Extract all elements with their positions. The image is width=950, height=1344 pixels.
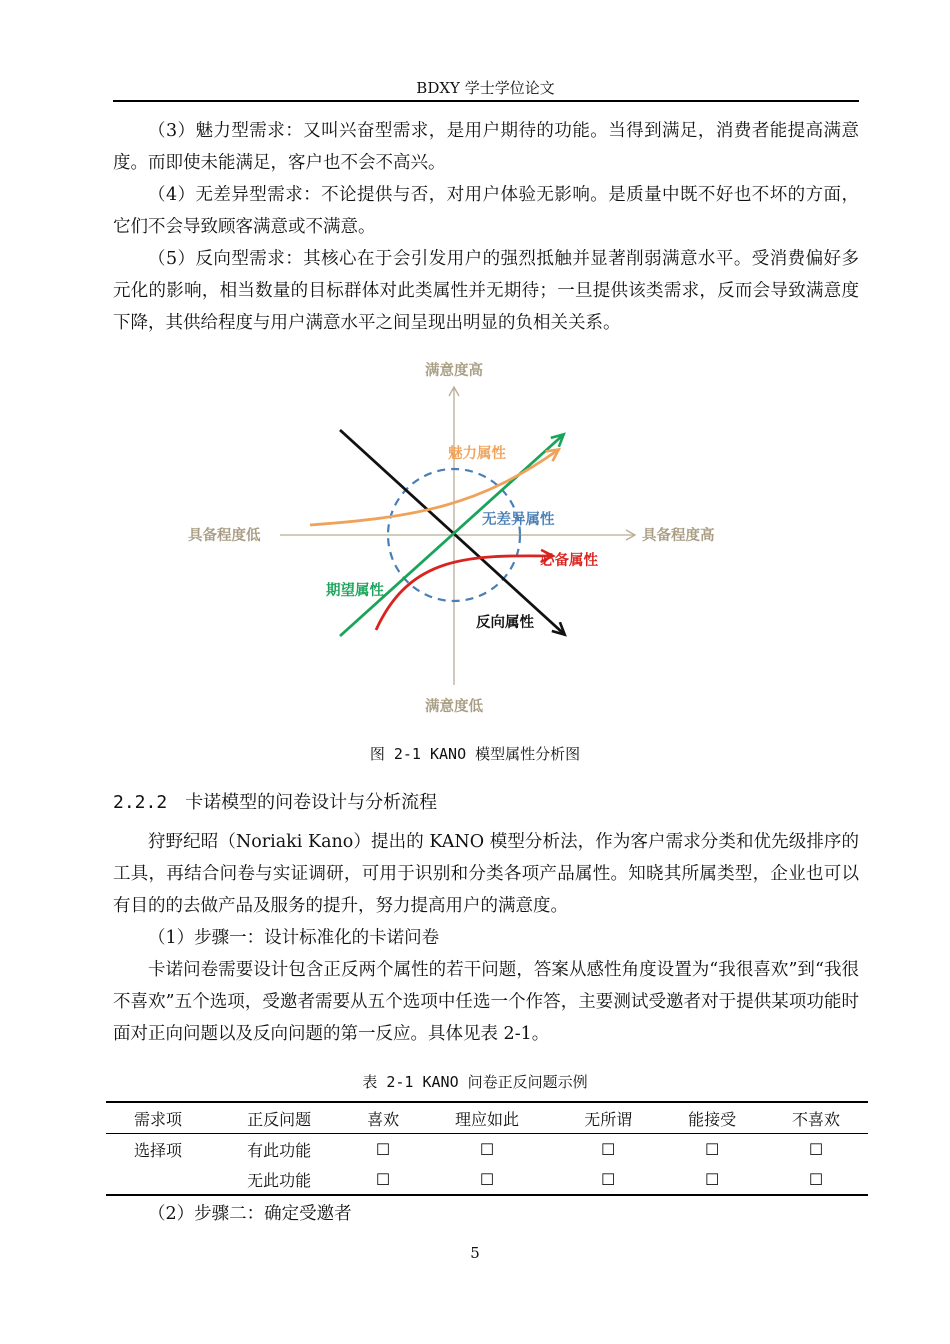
table-header-row [106,1102,868,1134]
page-number: 5 [470,1244,480,1262]
running-header: BDXY 学士学位论文 [416,79,555,97]
header-rule [113,100,859,102]
table-row [106,1134,868,1165]
label-must-be: 必备属性 [540,553,598,569]
checkbox-cell: ☐ [601,1169,616,1189]
table-cell: 有此功能 [247,1140,312,1160]
kano-model-figure [180,355,740,720]
label-reverse: 反向属性 [476,615,534,631]
table-row [106,1164,868,1195]
label-one-dimensional: 期望属性 [326,583,384,599]
table-header-cell: 喜欢 [367,1109,400,1129]
paragraph-step-two: （2）步骤二：确定受邀者 [148,1204,352,1224]
label-indifferent: 无差异属性 [482,512,555,528]
paragraph-reverse-need: （5）反向型需求：其核心在于会引发用户的强烈抵触并显著削弱满意水平。受消费偏好多元化的影响，相当数量的目标群体对此类属性并无期待；一旦提供该类需求，反而会导致满意度下降，其供给程度与用户满意水平之间呈现出明显的负相关关系。 [113,249,859,333]
checkbox-cell: ☐ [375,1169,391,1189]
table-header-cell: 正反问题 [247,1109,312,1129]
paragraph-questionnaire: 卡诺问卷需要设计包含正反两个属性的若干问题，答案从感性角度设置为“我很喜欢”到“我很不喜欢”五个选项，受邀者需要从五个选项中任选一个作答，主要测试受邀者对于提供某项功能时面对正向问题以及反向问题的第一反应。具体见表 2-1。 [113,960,859,1044]
table-caption: 表 2-1 KANO 问卷正反问题示例 [362,1073,588,1091]
kano-diagram [180,355,740,720]
axis-label-left: 具备程度低 [188,528,261,544]
paragraph-indifferent-need: （4）无差异型需求：不论提供与否，对用户体验无影响。是质量中既不好也不坏的方面，它们不会导致顾客满意或不满意。 [113,185,859,237]
checkbox-cell: ☐ [808,1169,824,1189]
table-cell [106,1164,210,1195]
section-title: 卡诺模型的问卷设计与分析流程 [185,792,438,813]
table-header-cell: 能接受 [688,1109,737,1129]
section-number: 2.2.2 [113,792,168,813]
figure-caption: 图 2-1 KANO 模型属性分析图 [369,745,581,763]
axis-label-bottom: 满意度低 [425,699,483,715]
checkbox-cell: ☐ [601,1139,616,1159]
checkbox-cell: ☐ [808,1139,824,1159]
checkbox-cell: ☐ [704,1169,720,1189]
kano-question-table [106,1101,868,1196]
paragraph-kano-intro: 狩野纪昭（Noriaki Kano）提出的 KANO 模型分析法，作为客户需求分类和优先级排序的工具，再结合问卷与实证调研，可用于识别和分类各项产品属性。知晓其所属类型，企业也可以有目的的去做产品及服务的提升，努力提高用户的满意度。 [113,832,859,916]
checkbox-cell: ☐ [479,1139,495,1159]
paragraph-step-one: （1）步骤一：设计标准化的卡诺问卷 [148,928,440,948]
table-header-cell: 需求项 [133,1109,182,1129]
label-attractive: 魅力属性 [448,446,506,462]
table-header-cell: 理应如此 [454,1109,519,1129]
section-heading [113,788,437,814]
axis-label-top: 满意度高 [425,363,483,379]
paragraph-attractive-need: （3）魅力型需求：又叫兴奋型需求，是用户期待的功能。当得到满足，消费者能提高满意度。而即使未能满足，客户也不会不高兴。 [113,121,859,173]
table-header-cell: 无所谓 [584,1109,633,1129]
table-header-cell: 不喜欢 [792,1109,841,1129]
table-cell: 无此功能 [247,1170,312,1190]
checkbox-cell: ☐ [704,1139,720,1159]
checkbox-cell: ☐ [479,1169,495,1189]
checkbox-cell: ☐ [375,1139,391,1159]
table-cell: 选择项 [133,1140,182,1160]
axis-label-right: 具备程度高 [642,528,715,544]
